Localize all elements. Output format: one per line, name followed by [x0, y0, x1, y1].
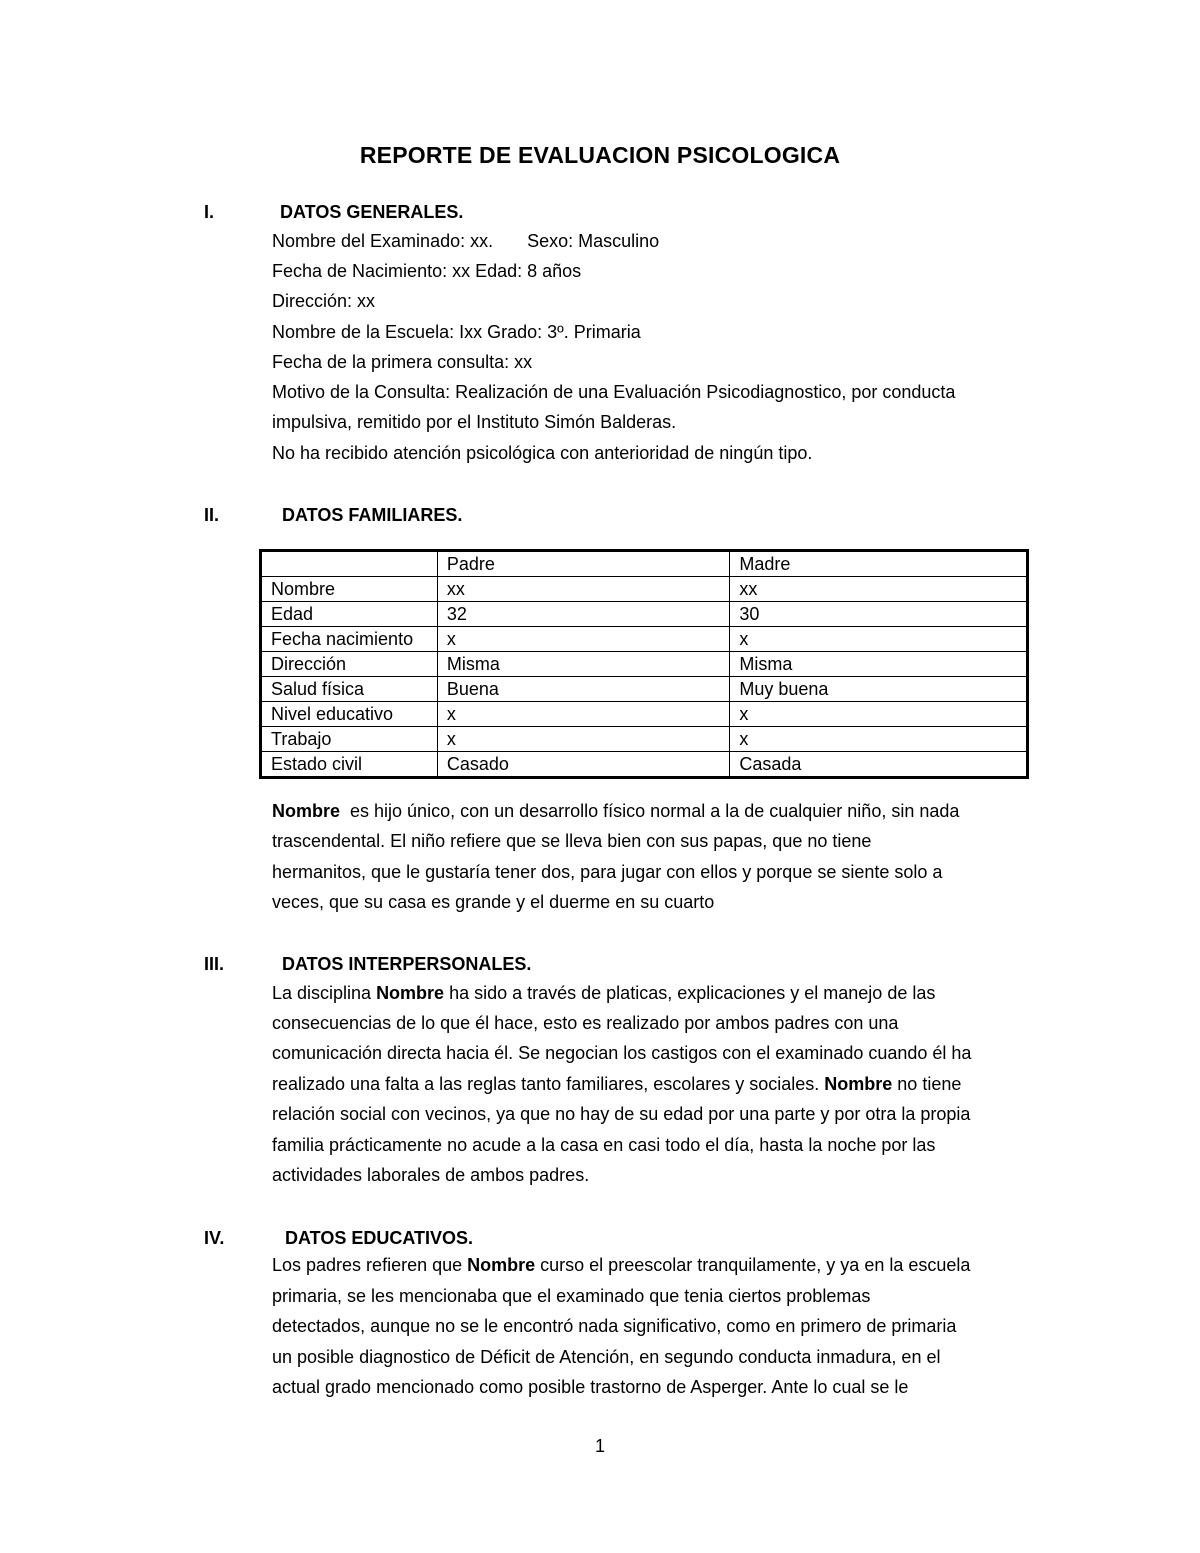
table-row [261, 627, 1028, 652]
examinee-sex: Sexo: Masculino [527, 231, 660, 251]
table-header-cell [261, 551, 438, 577]
section-heading-family [0, 503, 1200, 527]
table-cell: Misma [437, 652, 730, 677]
text-line: detectados, aunque no se le encontró nada significativo, como en primero de primaria [272, 1316, 957, 1336]
text-line: un posible diagnostico de Déficit de Atención, en segundo conducta inmadura, en el [272, 1347, 941, 1367]
family-data-table [259, 549, 1029, 779]
table-cell: x [730, 702, 1028, 727]
text-line: Nombre de la Escuela: Ixx Grado: 3º. Primaria [272, 322, 641, 342]
table-header-cell: Madre [730, 551, 1028, 577]
text-line: consecuencias de lo que él hace, esto es realizado por ambos padres con una [272, 1013, 899, 1033]
table-row [261, 752, 1028, 778]
table-cell: Edad [261, 602, 438, 627]
table-cell: Nombre [261, 577, 438, 602]
text-span: ha sido a través de platicas, explicaciones y el manejo de las [444, 983, 936, 1003]
table-cell: 32 [437, 602, 730, 627]
table-cell: Dirección [261, 652, 438, 677]
section-heading-interpersonal [0, 952, 1200, 976]
table-cell: Estado civil [261, 752, 438, 778]
bold-name: Nombre [467, 1255, 536, 1275]
section-title: DATOS INTERPERSONALES. [282, 954, 532, 974]
text-line: hermanitos, que le gustaría tener dos, para jugar con ellos y porque se siente solo a [272, 862, 943, 882]
text-line: No ha recibido atención psicológica con anterioridad de ningún tipo. [272, 443, 813, 463]
text-line: impulsiva, remitido por el Instituto Simón Balderas. [272, 412, 677, 432]
text-span: realizado una falta a las reglas tanto familiares, escolares y sociales. [272, 1074, 825, 1094]
family-paragraph-line [272, 796, 959, 826]
text-line: veces, que su casa es grande y el duerme en su cuarto [272, 892, 715, 912]
table-row [261, 602, 1028, 627]
table-cell: x [437, 627, 730, 652]
section-number: I. [204, 202, 215, 222]
section-number: II. [204, 505, 220, 525]
table-row [261, 652, 1028, 677]
examinee-name: Nombre del Examinado: xx. [272, 231, 494, 251]
page-number: 1 [594, 1436, 605, 1456]
examinee-name-line [272, 226, 659, 256]
bold-name: Nombre [824, 1074, 893, 1094]
section-number: III. [204, 954, 225, 974]
table-row [261, 577, 1028, 602]
table-row [261, 677, 1028, 702]
text-span: Los padres refieren que [272, 1255, 468, 1275]
text-line: comunicación directa hacia él. Se negocian los castigos con el examinado cuando él ha [272, 1043, 972, 1063]
text-line: primaria, se les mencionaba que el examinado que tenia ciertos problemas [272, 1286, 871, 1306]
table-cell: xx [437, 577, 730, 602]
section-title: DATOS FAMILIARES. [282, 505, 463, 525]
text-span: La disciplina [272, 983, 377, 1003]
section-heading-education [0, 1226, 1200, 1250]
text-line [272, 1250, 970, 1280]
table-header-row [261, 551, 1028, 577]
text-line: actual grado mencionado como posible trastorno de Asperger. Ante lo cual se le [272, 1377, 909, 1397]
text-span: es hijo único, con un desarrollo físico normal a la de cualquier niño, sin nada [340, 801, 960, 821]
text-line [272, 978, 935, 1008]
section-number: IV. [204, 1228, 225, 1248]
table-cell: x [437, 727, 730, 752]
table-cell: Misma [730, 652, 1028, 677]
text-line: Fecha de la primera consulta: xx [272, 352, 533, 372]
table-row [261, 702, 1028, 727]
text-line: Fecha de Nacimiento: xx Edad: 8 años [272, 261, 582, 281]
table-cell: Buena [437, 677, 730, 702]
text-line: familia prácticamente no acude a la casa en casi todo el día, hasta la noche por las [272, 1135, 936, 1155]
table-cell: Trabajo [261, 727, 438, 752]
text-line: trascendental. El niño refiere que se lleva bien con sus papas, que no tiene [272, 831, 872, 851]
table-cell: Muy buena [730, 677, 1028, 702]
document-title: REPORTE DE EVALUACION PSICOLOGICA [359, 142, 841, 168]
table-header-cell: Padre [437, 551, 730, 577]
table-cell: x [730, 727, 1028, 752]
table-cell: 30 [730, 602, 1028, 627]
table-cell: x [730, 627, 1028, 652]
text-line: actividades laborales de ambos padres. [272, 1165, 590, 1185]
table-cell: Salud física [261, 677, 438, 702]
text-span: curso el preescolar tranquilamente, y ya en la escuela [535, 1255, 971, 1275]
section-heading-general [0, 200, 1200, 224]
table-cell: Nivel educativo [261, 702, 438, 727]
text-line: relación social con vecinos, ya que no hay de su edad por una parte y por otra la propia [272, 1104, 971, 1124]
section-title: DATOS GENERALES. [280, 202, 464, 222]
table-cell: Casada [730, 752, 1028, 778]
section-title: DATOS EDUCATIVOS. [285, 1228, 474, 1248]
table-cell: Fecha nacimiento [261, 627, 438, 652]
table-row [261, 727, 1028, 752]
table-cell: Casado [437, 752, 730, 778]
bold-name: Nombre [376, 983, 445, 1003]
text-span: no tiene [892, 1074, 962, 1094]
text-line: Motivo de la Consulta: Realización de una Evaluación Psicodiagnostico, por conducta [272, 382, 956, 402]
bold-name: Nombre [272, 801, 341, 821]
text-line: Dirección: xx [272, 291, 376, 311]
table-cell: xx [730, 577, 1028, 602]
table-cell: x [437, 702, 730, 727]
text-line [272, 1069, 961, 1099]
